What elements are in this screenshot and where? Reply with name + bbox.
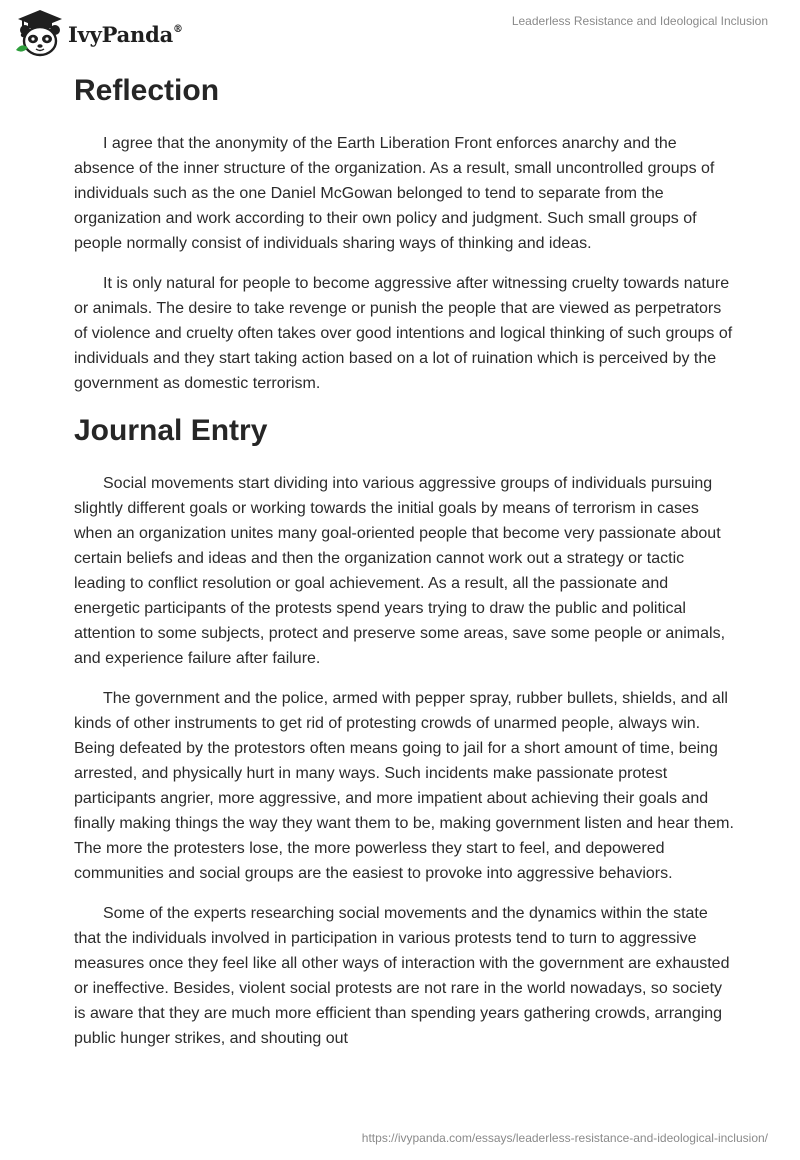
paragraph: It is only natural for people to become aggressive after witnessing cruelty towards nature or animals. The desire to take revenge or punish the people that are viewed as perpetrators of violence and cruelty often takes over good intentions and logical thinking of such groups of individuals and they start taking action based on a lot of ruination which is perceived by the government as domestic terrorism. (74, 275, 733, 392)
logo-text: IvyPanda® (68, 21, 183, 47)
essay-content (74, 72, 734, 1066)
section-heading-reflection: Reflection (74, 74, 220, 107)
panda-graduate-icon (14, 8, 66, 58)
document-title: Leaderless Resistance and Ideological Inclusion (511, 14, 768, 28)
paragraph: Social movements start dividing into various aggressive groups of individuals pursuing slightly different goals or working towards the initial goals by means of terrorism in cases when an organization unites many goal-oriented people that become very passionate about certain beliefs and ideas and then the organization cannot work out a strategy or tactic leading to conflict resolution or goal achievement. As a result, all the passionate and energetic participants of the protests spend years trying to draw the public and political attention to some subjects, protect and preserve some areas, save some people or animals, and experience failure after failure. (74, 475, 726, 667)
section-heading-journal-entry: Journal Entry (74, 414, 268, 447)
paragraph: Some of the experts researching social movements and the dynamics within the state that the individuals involved in participation in various protests tend to turn to aggressive measures once they feel like all other ways of interaction with the government are exhausted or ineffective. Besides, violent social protests are not rare in the world nowadays, so society is aware that they are much more efficient than spending years gathering crowds, arranging public hunger strikes, and shouting out (74, 905, 730, 1047)
source-url[interactable]: https://ivypanda.com/essays/leaderless-resistance-and-ideological-inclusion/ (361, 1131, 768, 1145)
site-logo[interactable] (14, 8, 183, 58)
paragraph: I agree that the anonymity of the Earth Liberation Front enforces anarchy and the absence of the inner structure of the organization. As a result, small uncontrolled groups of individuals such as the one Daniel McGowan belonged to tend to separate from the organization and work according to their own policy and judgment. Such small groups of people normally consist of individuals sharing ways of thinking and ideas. (74, 135, 715, 252)
paragraph: The government and the police, armed with pepper spray, rubber bullets, shields, and all kinds of other instruments to get rid of protesting crowds of unarmed people, always win. Being defeated by the protestors often means going to jail for a short amount of time, being arrested, and physically hurt in many ways. Such incidents make passionate protest participants angrier, more aggressive, and more impatient about achieving their goals and finally making things the way they want them to be, making government listen and hear them. The more the protesters lose, the more powerless they start to feel, and depowered communities and social groups are the easiest to provoke into aggressive behaviors. (74, 690, 734, 882)
